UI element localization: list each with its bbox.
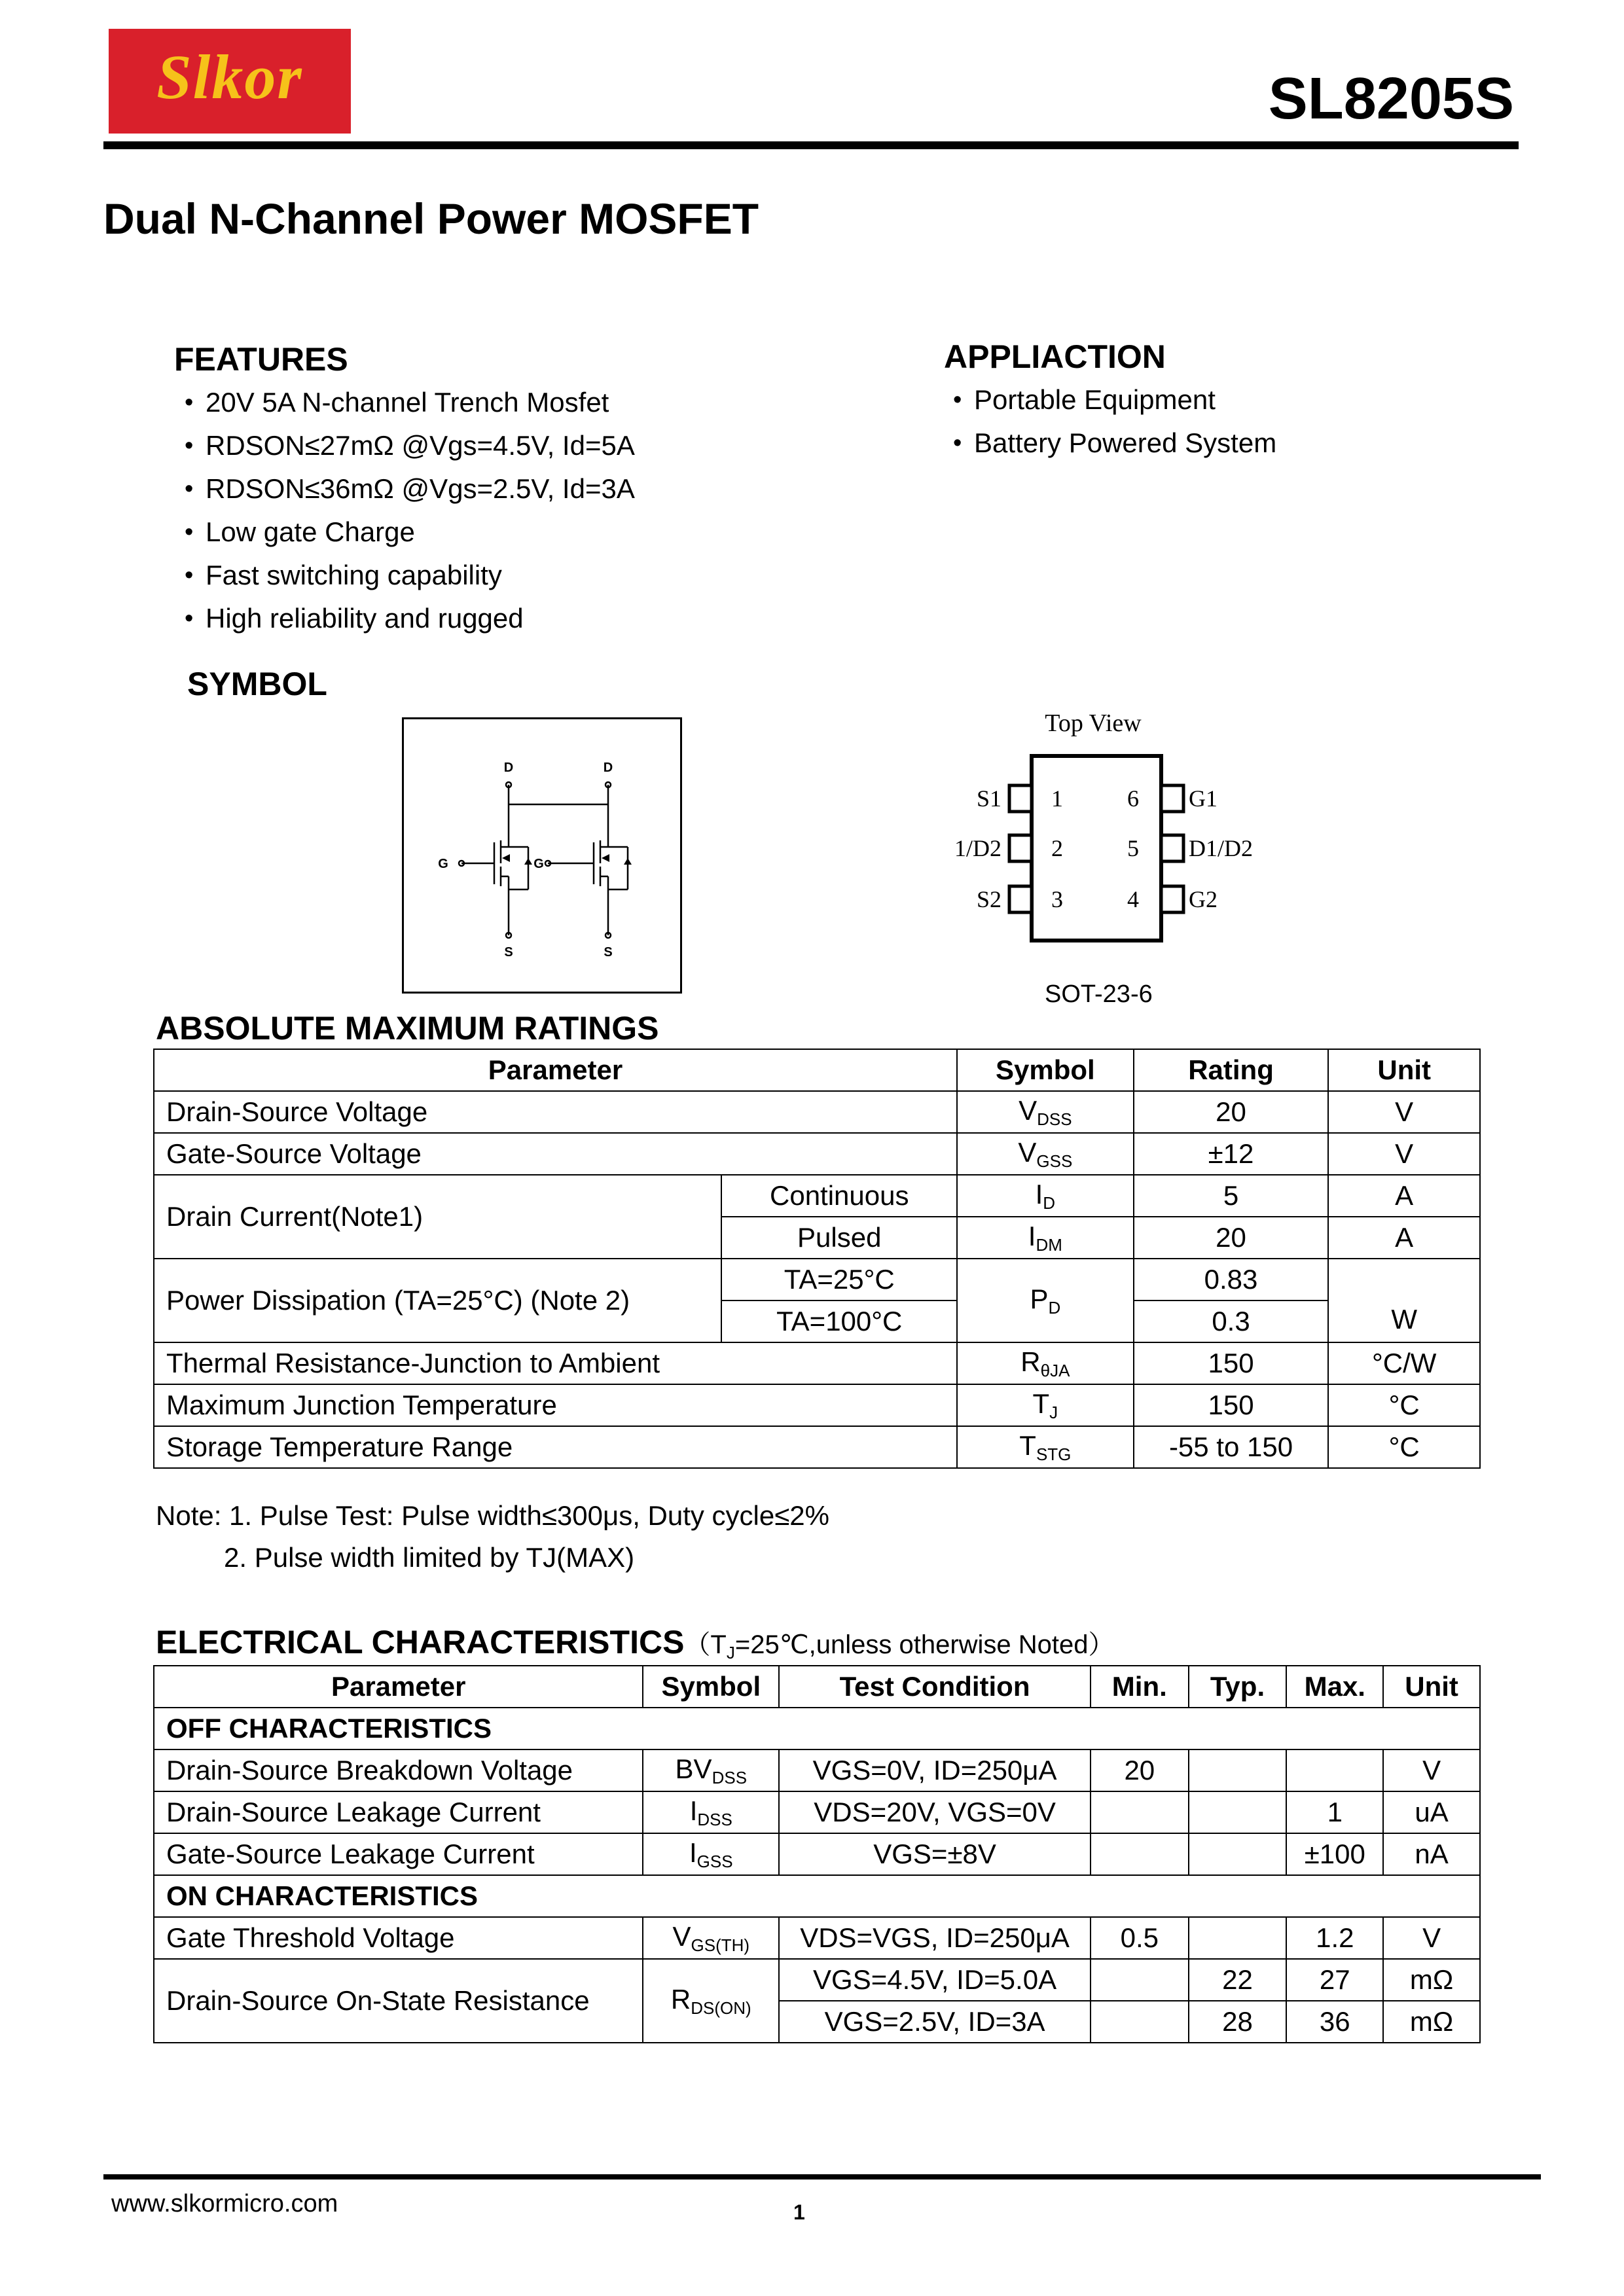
- table-row: Drain-Source Breakdown Voltage $BV_{DSS}$ VGS=0V, ID=250μA 20 V: [154, 1749, 1480, 1791]
- section-row: ON CHARACTERISTICS: [154, 1875, 1480, 1917]
- elec-table: [153, 1665, 1481, 2043]
- table-header-row: [154, 1666, 1480, 1708]
- gate-1-label: G: [438, 857, 448, 871]
- features-list: [185, 381, 635, 640]
- table-row: Drain Current(Note1) Continuous $I_D$ 5 A: [154, 1175, 1480, 1217]
- table-row: Gate-Source Voltage $V_{GSS}$ ±12 V: [154, 1133, 1480, 1175]
- table-row: Gate Threshold Voltage $V_{GS(TH)}$ VDS=VGS, ID=250μA 0.5 1.2 V: [154, 1917, 1480, 1959]
- pin-4-name: G2: [1189, 886, 1218, 912]
- package-name: SOT-23-6: [1045, 980, 1153, 1008]
- application-heading: APPLIACTION: [944, 338, 1166, 375]
- pin-1-name: S1: [976, 785, 1001, 812]
- pin-3-name: S2: [976, 886, 1001, 912]
- table-row: Pulsed $I_{DM}$ 20 A: [154, 1217, 1480, 1259]
- brand-logo: [109, 29, 351, 134]
- table-row: Power Dissipation (TA=25°C) (Note 2) TA=25°C $P_D$ 0.83 W: [154, 1259, 1480, 1300]
- table-row: VGS=2.5V, ID=3A 28 36 mΩ: [154, 2001, 1480, 2043]
- schematic-symbol-box: [402, 717, 682, 994]
- list-item: • Low gate Charge: [185, 511, 635, 554]
- part-number: SL8205S: [1268, 66, 1514, 132]
- abs-max-note-2: 2. Pulse width limited by TJ(MAX): [224, 1542, 635, 1573]
- list-item: • Fast switching capability: [185, 554, 635, 597]
- gate-2-label: G: [533, 857, 544, 871]
- list-item: • Battery Powered System: [953, 422, 1276, 465]
- pin-2-name: 1/D2: [954, 835, 1001, 861]
- column-header: Min.: [1091, 1666, 1189, 1708]
- table-row: Thermal Resistance-Junction to Ambient $R_{\theta JA}$ 150 °C/W: [154, 1342, 1480, 1384]
- abs-max-note-1: Note: 1. Pulse Test: Pulse width≤300μs, Duty cycle≤2%: [156, 1500, 829, 1531]
- drain-2-label: D: [603, 761, 613, 775]
- table-row: Drain-Source On-State Resistance $R_{DS(ON)}$ VGS=4.5V, ID=5.0A 22 27 mΩ: [154, 1959, 1480, 2001]
- table-row: TA=100°C 0.3: [154, 1300, 1480, 1342]
- abs-max-heading: ABSOLUTE MAXIMUM RATINGS: [156, 1010, 659, 1047]
- column-header: Symbol: [957, 1049, 1134, 1091]
- features-heading: FEATURES: [174, 341, 348, 378]
- dual-mosfet-schematic: [404, 719, 680, 992]
- drain-1-label: D: [503, 761, 514, 775]
- abs-max-table: [153, 1049, 1481, 1469]
- package-pinout: [929, 707, 1309, 969]
- symbol-heading: SYMBOL: [187, 666, 327, 702]
- section-row: OFF CHARACTERISTICS: [154, 1708, 1480, 1749]
- table-row: Storage Temperature Range $T_{STG}$ -55 to 150 °C: [154, 1426, 1480, 1468]
- table-header-row: [154, 1049, 1480, 1091]
- column-header: Typ.: [1189, 1666, 1287, 1708]
- footer-divider: [103, 2174, 1541, 2179]
- pin-1-number: 1: [1051, 785, 1063, 812]
- source-1-label: S: [504, 945, 513, 960]
- pin-5-number: 5: [1127, 835, 1139, 861]
- table-row: Drain-Source Voltage $V_{DSS}$ 20 V: [154, 1091, 1480, 1133]
- column-header: Unit: [1383, 1666, 1480, 1708]
- column-header: Unit: [1328, 1049, 1480, 1091]
- pin-4-number: 4: [1127, 886, 1139, 912]
- list-item: • 20V 5A N-channel Trench Mosfet: [185, 381, 635, 424]
- header-divider: [103, 141, 1519, 149]
- list-item: • High reliability and rugged: [185, 597, 635, 640]
- pin-6-number: 6: [1127, 785, 1139, 812]
- column-header: Symbol: [643, 1666, 779, 1708]
- pin-3-number: 3: [1051, 886, 1063, 912]
- table-row: Gate-Source Leakage Current $I_{GSS}$ VGS=±8V ±100 nA: [154, 1833, 1480, 1875]
- page-number: 1: [793, 2200, 805, 2224]
- pin-6-name: G1: [1189, 785, 1218, 812]
- elec-heading: ELECTRICAL $CHARACTERISTICS(T_J=25℃,unless$ otherwise Noted）: [156, 1624, 1115, 1662]
- column-header: Test Condition: [779, 1666, 1091, 1708]
- brand-logo-text: Slkor: [156, 42, 303, 112]
- list-item: • RDSON≤36mΩ @Vgs=2.5V, Id=3A: [185, 467, 635, 511]
- pin-2-number: 2: [1051, 835, 1063, 861]
- list-item: • Portable Equipment: [953, 378, 1276, 422]
- table-row: Drain-Source Leakage Current $I_{DSS}$ VDS=20V, VGS=0V 1 uA: [154, 1791, 1480, 1833]
- page-title: Dual N-Channel Power MOSFET: [103, 194, 759, 243]
- source-2-label: S: [604, 945, 613, 960]
- column-header: Rating: [1134, 1049, 1329, 1091]
- column-header: Max.: [1286, 1666, 1383, 1708]
- footer-url: www.slkormicro.com: [111, 2190, 338, 2217]
- column-header: Parameter: [154, 1666, 643, 1708]
- table-row: Maximum Junction Temperature $T_J$ 150 °C: [154, 1384, 1480, 1426]
- column-header: Parameter: [154, 1049, 957, 1091]
- top-view-label: Top View: [1045, 709, 1142, 737]
- pin-5-name: D1/D2: [1189, 835, 1253, 861]
- list-item: • RDSON≤27mΩ @Vgs=4.5V, Id=5A: [185, 424, 635, 467]
- application-list: [953, 378, 1276, 465]
